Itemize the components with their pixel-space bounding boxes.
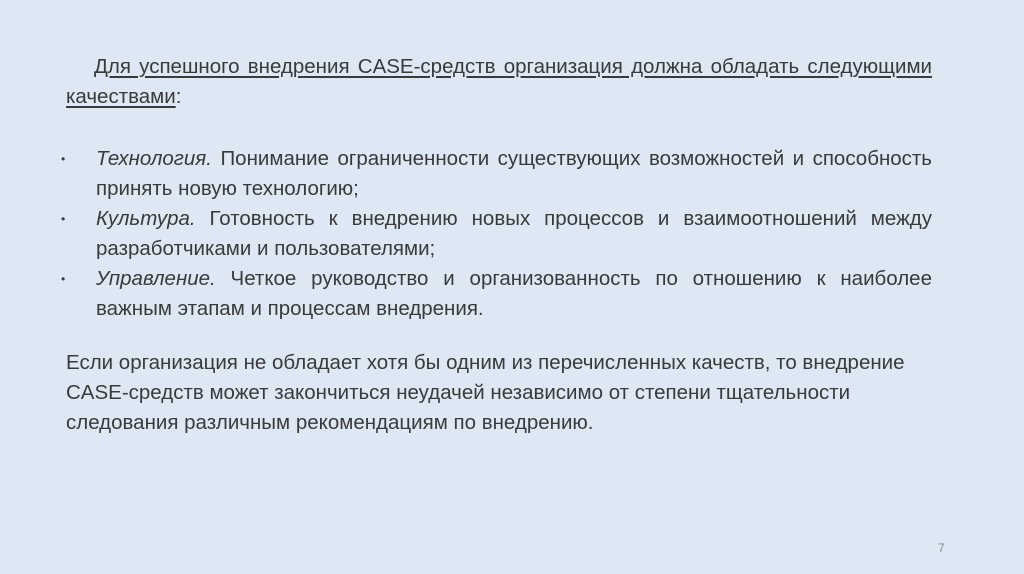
page-number: 7 — [938, 541, 945, 555]
list-item-management — [61, 264, 932, 324]
quality-term: Культура. — [96, 207, 196, 230]
slide-content — [61, 52, 932, 438]
quality-description: Четкое руководство и организованность по отношению к наиболее важным этапам и процессам внедрения. — [96, 267, 932, 320]
quality-description: Готовность к внедрению новых процессов и взаимоотношений между разработчиками и пользователями; — [96, 207, 932, 260]
quality-term: Технология. — [96, 147, 212, 170]
quality-description: Понимание ограниченности существующих возможностей и способность принять новую технологию; — [96, 147, 932, 200]
bullet-icon: • — [61, 212, 66, 226]
list-item-culture — [61, 204, 932, 264]
list-item-technology — [61, 144, 932, 204]
qualities-list — [61, 144, 932, 324]
intro-colon: : — [175, 85, 182, 108]
conclusion-paragraph: Если организация не обладает хотя бы одним из перечисленных качеств, то внедрение CASE-средств может закончиться неудачей независимо от степени тщательности следования различным рекомендациям по внедрению. — [66, 351, 905, 434]
bullet-icon: • — [61, 152, 66, 166]
quality-term: Управление. — [96, 267, 216, 290]
intro-paragraph — [66, 52, 932, 112]
bullet-icon: • — [61, 272, 66, 286]
intro-text: Для успешного внедрения CASE-средств организация должна обладать следующими качествами — [66, 55, 932, 108]
